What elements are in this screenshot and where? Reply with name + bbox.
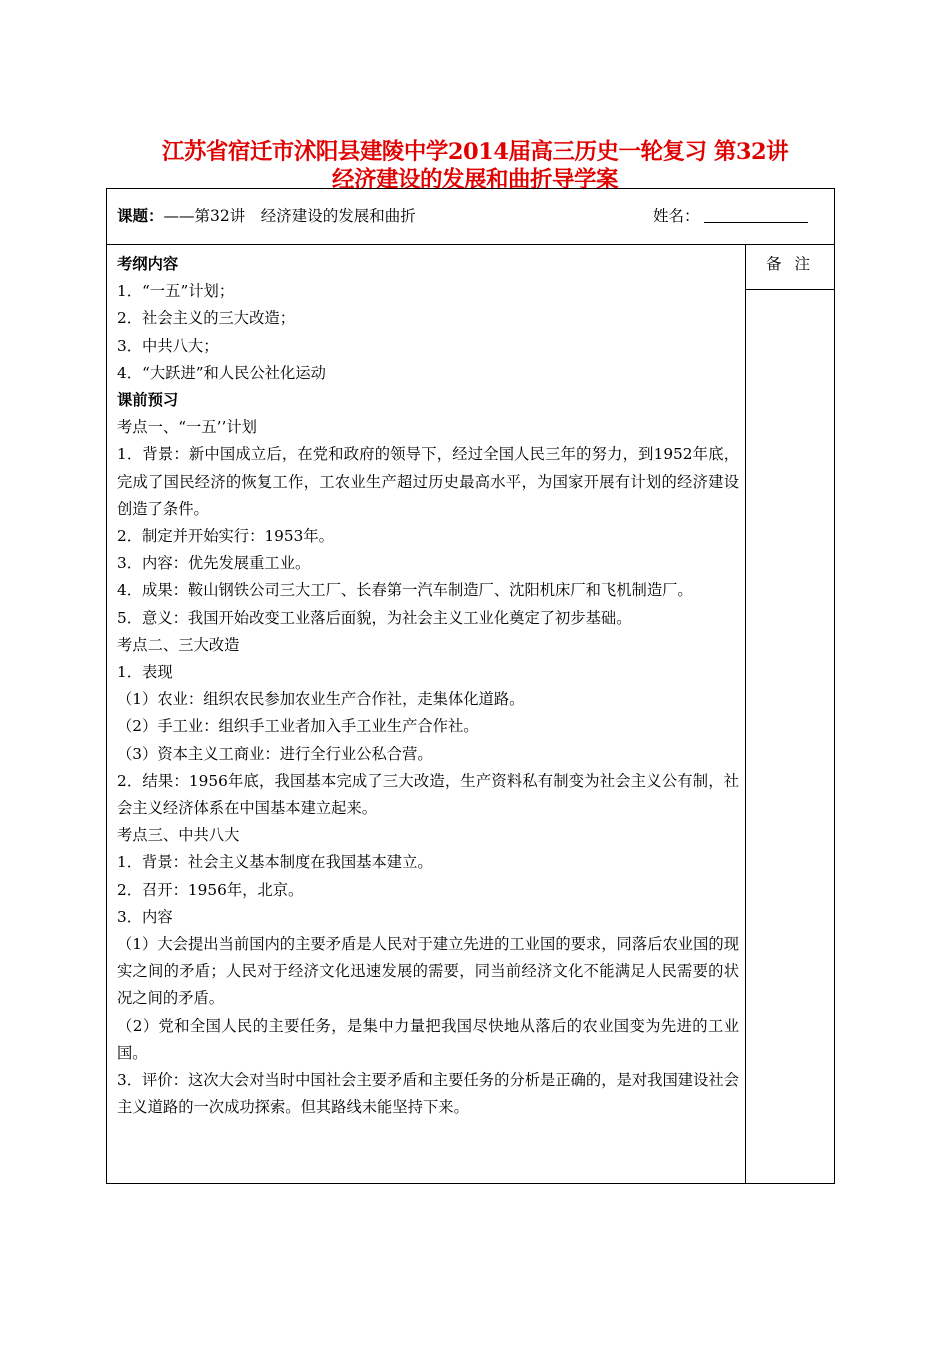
content-paragraph: （3）资本主义工商业：进行全行业公私合营。 (117, 744, 433, 763)
content-paragraph: 考点一、“一五’’计划 (117, 418, 257, 437)
section-heading: 课前预习 (117, 391, 179, 410)
title-line-2: 经济建设的发展和曲折导学案 (331, 167, 618, 193)
content-paragraph: 3．中共八大； (117, 336, 219, 355)
content-paragraph: 3．内容 (117, 907, 173, 926)
content-paragraph: 2．制定并开始实行：1953年。 (117, 527, 334, 546)
worksheet-table (106, 188, 835, 1184)
content-cell (117, 251, 739, 1122)
content-paragraph: 4．“大跃进”和人民公社化运动 (117, 363, 326, 382)
content-paragraph: （2）手工业：组织手工业者加入手工业生产合作社。 (117, 717, 479, 736)
title-line-1: 江苏省宿迁市沭阳县建陵中学2014届高三历史一轮复习 第32讲 (161, 139, 789, 165)
content-paragraph: 5．意义：我国开始改变工业落后面貌，为社会主义工业化奠定了初步基础。 (117, 608, 632, 627)
document-title (100, 138, 850, 194)
content-paragraph: 考点二、三大改造 (117, 635, 240, 654)
topic-text: ——第32讲 经济建设的发展和曲折 (163, 207, 416, 225)
name-field[interactable] (704, 208, 808, 223)
content-paragraph: （2）党和全国人民的主要任务，是集中力量把我国尽快地从落后的农业国变为先进的工业国。 (117, 1016, 739, 1062)
content-paragraph: 3．内容：优先发展重工业。 (117, 554, 311, 573)
topic-label: 课题： (117, 206, 164, 225)
content-paragraph: 1．背景：社会主义基本制度在我国基本建立。 (117, 853, 433, 872)
content-paragraph: 2．召开：1956年，北京。 (117, 880, 304, 899)
section-heading: 考纲内容 (117, 255, 179, 273)
content-paragraph: （1）大会提出当前国内的主要矛盾是人民对于建立先进的工业国的要求，同落后农业国的现实之间的矛盾；人民对于经济文化迅速发展的需要，同当前经济文化不能满足人民需要的状况之间的矛盾。 (117, 935, 739, 1008)
content-paragraph: 2．社会主义的三大改造； (117, 309, 295, 328)
content-paragraph: 1．背景：新中国成立后，在党和政府的领导下，经过全国人民三年的努力，到1952年底，完成了国民经济的恢复工作，工农业生产超过历史最高水平，为国家开展有计划的经济建设创造了条件。 (117, 445, 739, 518)
content-paragraph: 2．结果：1956年底，我国基本完成了三大改造，生产资料私有制变为社会主义公有制，社会主义经济体系在中国基本建立起来。 (117, 771, 739, 818)
name-cell (653, 204, 808, 226)
notes-column-divider (745, 244, 746, 1183)
content-paragraph: 4．成果：鞍山钢铁公司三大工厂、长春第一汽车制造厂、沈阳机床厂和飞机制造厂。 (117, 581, 693, 600)
content-paragraph: 1．“一五”计划； (117, 282, 235, 301)
content-paragraph: （1）农业：组织农民参加农业生产合作社，走集体化道路。 (117, 690, 525, 709)
topic-row (107, 189, 834, 245)
content-paragraph: 考点三、中共八大 (117, 826, 240, 845)
notes-header: 备 注 (746, 244, 834, 290)
content-paragraph: 3．评价：这次大会对当时中国社会主要矛盾和主要任务的分析是正确的，是对我国建设社会主义道路的一次成功探索。但其路线未能坚持下来。 (117, 1071, 739, 1117)
topic-cell (117, 204, 416, 226)
content-paragraph: 1．表现 (117, 663, 173, 682)
name-label: 姓名： (653, 207, 700, 225)
